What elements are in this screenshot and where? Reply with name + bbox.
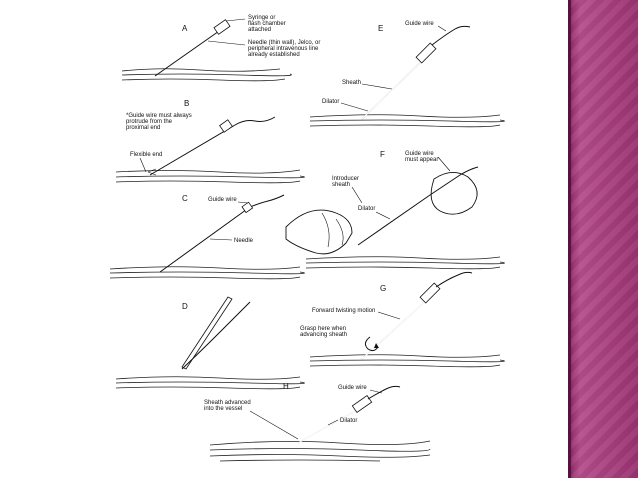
panel-b-flex-pointer bbox=[140, 158, 146, 172]
panel-b-tissue bbox=[116, 170, 304, 183]
panel-b-hub bbox=[220, 120, 233, 132]
panel-c-letter: C bbox=[182, 194, 188, 203]
panel-e-tissue bbox=[310, 115, 504, 127]
panel-b-flex-label: Flexible end bbox=[130, 152, 163, 158]
panel-c-guide-pointer bbox=[238, 202, 248, 203]
panel-e-hub bbox=[416, 43, 436, 63]
panel-f bbox=[286, 150, 504, 269]
panel-b-wire bbox=[235, 117, 275, 125]
panel-a-syringe-label: Syringe or flash chamber attached bbox=[248, 15, 286, 33]
panel-h-guide-label: Guide wire bbox=[338, 385, 367, 391]
panel-c bbox=[110, 194, 304, 279]
panel-e-guide-label: Guide wire bbox=[405, 21, 434, 27]
panel-a-syringe-pointer bbox=[226, 19, 245, 21]
panel-d-needle-removed bbox=[182, 297, 232, 369]
panel-f-guide-label: Guide wire must appear bbox=[405, 151, 439, 163]
panel-e-dilator-core bbox=[362, 57, 426, 119]
panel-g-tissue bbox=[310, 355, 504, 367]
panel-f-dilator-label: Dilator bbox=[358, 206, 376, 212]
panel-e bbox=[310, 21, 504, 127]
panel-e-wire bbox=[432, 26, 470, 45]
panel-c-needle-label: Needle bbox=[234, 238, 254, 244]
panel-c-tissue bbox=[110, 267, 304, 279]
panel-h-sheath-core bbox=[298, 407, 362, 443]
panel-f-tissue bbox=[306, 257, 504, 269]
panel-g-sheath-core bbox=[362, 297, 430, 359]
panel-b bbox=[116, 99, 304, 183]
panel-e-sheath-pointer bbox=[362, 84, 392, 89]
panel-a-letter: A bbox=[182, 24, 188, 33]
panel-g-grasp-label: Grasp here when advancing sheath bbox=[300, 326, 348, 338]
panel-d-letter: D bbox=[182, 302, 188, 311]
panel-h bbox=[204, 382, 430, 461]
sidebar-pattern bbox=[571, 0, 638, 478]
procedure-diagram bbox=[100, 7, 568, 469]
panel-b-letter: B bbox=[184, 99, 190, 108]
diagram-svg bbox=[100, 7, 568, 469]
panel-e-letter: E bbox=[378, 24, 384, 33]
panel-d-tissue bbox=[116, 377, 304, 389]
panel-f-dilator bbox=[358, 195, 430, 245]
panel-g-twist-pointer bbox=[378, 312, 400, 319]
panel-h-sheath-pointer bbox=[250, 411, 298, 439]
panel-d bbox=[116, 297, 304, 389]
panel-g-twist-label: Forward twisting motion bbox=[312, 308, 376, 314]
panel-h-letter: H bbox=[283, 382, 289, 391]
panel-a-needle-label: Needle (thin wall), Jelco, or peripheral intravenous line already established bbox=[248, 40, 321, 58]
panel-b-guide-label: *Guide wire must always protrude from the proximal end bbox=[126, 113, 192, 131]
panel-g-wire bbox=[436, 272, 472, 287]
panel-h-sheath-label: Sheath advanced into the vessel bbox=[204, 400, 251, 412]
panel-h-tissue bbox=[210, 441, 430, 461]
panel-f-guide-pointer bbox=[438, 157, 450, 171]
panel-h-dilator-pointer bbox=[328, 420, 338, 425]
panel-e-dilator-label: Dilator bbox=[322, 99, 340, 105]
panel-a bbox=[122, 15, 320, 81]
panel-f-intro-pointer bbox=[352, 187, 362, 203]
panel-f-letter: F bbox=[380, 150, 385, 159]
panel-a-syringe bbox=[214, 20, 230, 35]
panel-e-dilator-pointer bbox=[341, 103, 368, 111]
panel-c-wire bbox=[250, 195, 284, 207]
panel-g-letter: G bbox=[380, 284, 387, 293]
panel-d-wire bbox=[182, 302, 250, 369]
panel-a-tissue bbox=[122, 69, 291, 81]
panel-f-intro-label: Introducer sheath bbox=[332, 176, 360, 188]
panel-c-needle-pointer bbox=[210, 239, 232, 240]
panel-a-needle-pointer bbox=[208, 41, 245, 45]
panel-h-wire bbox=[368, 386, 400, 399]
panel-h-dilator-label: Dilator bbox=[340, 418, 358, 424]
panel-e-sheath-label: Sheath bbox=[342, 80, 362, 86]
panel-g bbox=[300, 272, 504, 366]
panel-f-dilator-pointer bbox=[376, 212, 390, 219]
slide-accent-sidebar bbox=[568, 0, 638, 478]
panel-b-needle bbox=[150, 125, 235, 175]
panel-e-guide-pointer bbox=[438, 26, 446, 31]
panel-c-guide-label: Guide wire bbox=[208, 197, 237, 203]
